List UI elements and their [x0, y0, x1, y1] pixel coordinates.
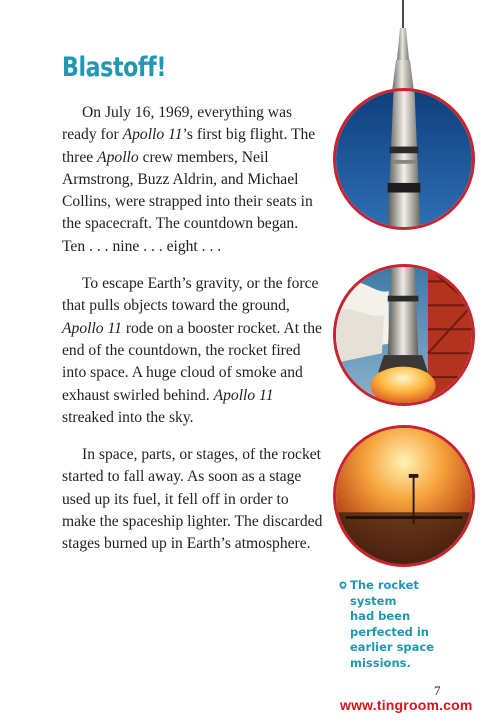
- text-run: rode on a booster rocket. At the end of the countdown, the rocket fired into space. A huge cloud of smoke and exhaust swirled behind.: [62, 319, 322, 404]
- caption-line: [339, 609, 449, 625]
- caption-text: missions.: [350, 655, 411, 670]
- caption-line: [339, 625, 449, 641]
- site-watermark: www.tingroom.com: [340, 697, 473, 713]
- caption-text: system: [350, 593, 397, 608]
- launch-exhaust-glow-image: [336, 428, 472, 564]
- caption-text: had been: [350, 609, 411, 623]
- text-run: Apollo 11: [122, 126, 183, 144]
- text-run: crew members, Neil Armstrong, Buzz Aldrin, and Michael Collins, were strapped into their seats in the spacecraft. The countdown began. Ten . . . nine . . . eight . . .: [62, 148, 313, 255]
- caption-text: earlier space: [350, 640, 435, 654]
- page-title: Blastoff!: [62, 52, 167, 83]
- text-run: Apollo: [97, 148, 139, 166]
- body-text: [62, 102, 324, 571]
- text-run: streaked into the sky.: [62, 408, 194, 426]
- body-paragraph-3: [62, 444, 324, 555]
- rocket-photo-circle-1: [333, 88, 475, 230]
- caption-line: [339, 640, 449, 656]
- caption-line: [339, 594, 449, 610]
- text-run: To escape Earth’s gravity, or the force that pulls objects toward the ground,: [62, 275, 319, 315]
- photo-caption: [339, 578, 449, 671]
- text-run: In space, parts, or stages, of the rocket started to fall away. As soon as a stage used up its fuel, it fell off in order to make the spaceship lighter. The discarded stages burned up in Earth’s atmosphere.: [62, 446, 323, 553]
- rocket-photo-circle-3: [333, 425, 475, 567]
- page-number: 7: [434, 683, 441, 698]
- caption-pointer-icon: [339, 581, 347, 590]
- caption-text: perfected in: [350, 624, 429, 639]
- caption-line: [339, 578, 449, 594]
- rocket-photo-circle-2: [333, 264, 475, 406]
- rocket-on-pad-image: [336, 91, 472, 227]
- body-paragraph-1: [62, 102, 324, 258]
- text-run: Apollo 11: [213, 386, 274, 404]
- text-run: ’s first big flight. The three: [62, 126, 316, 166]
- body-paragraph-2: [62, 273, 324, 429]
- caption-line: [339, 656, 449, 672]
- caption-text: The rocket: [350, 578, 419, 592]
- text-run: On July 16, 1969, everything was ready for: [62, 104, 293, 144]
- text-run: Apollo 11: [62, 319, 122, 337]
- rocket-launch-image: [336, 267, 472, 403]
